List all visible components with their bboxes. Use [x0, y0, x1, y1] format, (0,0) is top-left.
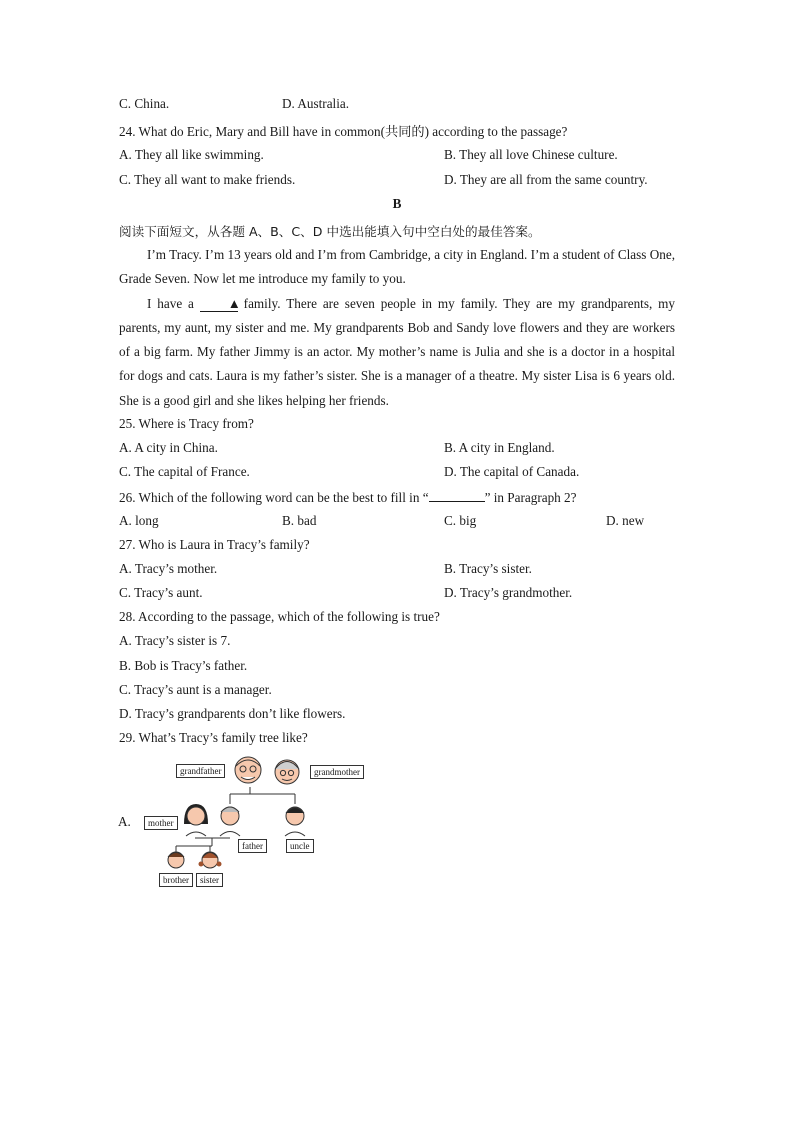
- q24-option-c: C. They all want to make friends.: [119, 172, 296, 187]
- q28-option-d: D. Tracy’s grandparents don’t like flowers.: [119, 706, 346, 721]
- q29-question: 29. What’s Tracy’s family tree like?: [119, 730, 308, 745]
- reading-passage: [119, 243, 675, 413]
- q29-option-a-letter: A.: [118, 814, 131, 829]
- q24-question: 24. What do Eric, Mary and Bill have in common(共同的) according to the passage?: [119, 124, 568, 139]
- q24-option-b: B. They all love Chinese culture.: [444, 147, 618, 162]
- father-avatar: [220, 807, 240, 836]
- q26-option-b: B. bad: [282, 513, 317, 528]
- section-instruction: 阅读下面短文，从各题 A、B、C、D 中选出能填入句中空白处的最佳答案。: [119, 224, 541, 239]
- q26-option-c: C. big: [444, 513, 477, 528]
- q23-option-d: D. Australia.: [282, 96, 350, 111]
- passage-paragraph-1: I’m Tracy. I’m 13 years old and I’m from Cambridge, a city in England. I’m a student of Class One, Grade Seven. Now let me introduce my family to you.: [119, 247, 675, 287]
- q26-option-d: D. new: [606, 513, 645, 528]
- uncle-avatar: [285, 807, 305, 836]
- mother-avatar: [184, 804, 208, 836]
- family-tree-diagram: [118, 752, 378, 894]
- q27-option-b: B. Tracy’s sister.: [444, 561, 532, 576]
- q27-question: 27. Who is Laura in Tracy’s family?: [119, 537, 310, 552]
- grandfather-avatar: [235, 757, 261, 783]
- section-heading: B: [392, 196, 402, 211]
- sister-avatar: [199, 852, 222, 868]
- q27-option-d: D. Tracy’s grandmother.: [444, 585, 573, 600]
- label-mother: mother: [144, 816, 178, 830]
- label-grandfather: grandfather: [176, 764, 225, 778]
- q25-option-b: B. A city in England.: [444, 440, 555, 455]
- q28-question: 28. According to the passage, which of the following is true?: [119, 609, 440, 624]
- brother-avatar: [168, 852, 184, 868]
- q23-option-c: C. China.: [119, 96, 170, 111]
- fill-blank-line: [429, 489, 485, 502]
- q26-option-a: A. long: [119, 513, 159, 528]
- q24-option-a: A. They all like swimming.: [119, 147, 264, 162]
- q27-option-a: A. Tracy’s mother.: [119, 561, 218, 576]
- q28-option-a: A. Tracy’s sister is 7.: [119, 633, 231, 648]
- label-uncle: uncle: [286, 839, 314, 853]
- q26-question: 26. Which of the following word can be the best to fill in “ ” in Paragraph 2?: [119, 490, 577, 505]
- q24-option-d: D. They are all from the same country.: [444, 172, 648, 187]
- passage-paragraph-2: I have a ▲ family. There are seven people in my family. They are my grandparents, my parents, my aunt, my sister and me. My grandparents Bob and Sandy love flowers and they are workers of a big farm. My father Jimmy is an actor. My mother’s name is Julia and she is a doctor in a hospital for dogs and cats. Laura is my father’s sister. She is a manager of a theatre. My sister Lisa is 6 years old. She is a good girl and she likes helping her friends.: [119, 295, 675, 408]
- q28-option-b: B. Bob is Tracy’s father.: [119, 658, 248, 673]
- label-father: father: [238, 839, 267, 853]
- q27-option-c: C. Tracy’s aunt.: [119, 585, 203, 600]
- q25-option-d: D. The capital of Canada.: [444, 464, 580, 479]
- label-grandmother: grandmother: [310, 765, 364, 779]
- label-sister: sister: [196, 873, 223, 887]
- q25-option-c: C. The capital of France.: [119, 464, 250, 479]
- answer-blank: ▲: [200, 297, 238, 312]
- q28-option-c: C. Tracy’s aunt is a manager.: [119, 682, 272, 697]
- grandmother-avatar: [275, 760, 299, 784]
- q25-question: 25. Where is Tracy from?: [119, 416, 254, 431]
- q25-option-a: A. A city in China.: [119, 440, 218, 455]
- label-brother: brother: [159, 873, 193, 887]
